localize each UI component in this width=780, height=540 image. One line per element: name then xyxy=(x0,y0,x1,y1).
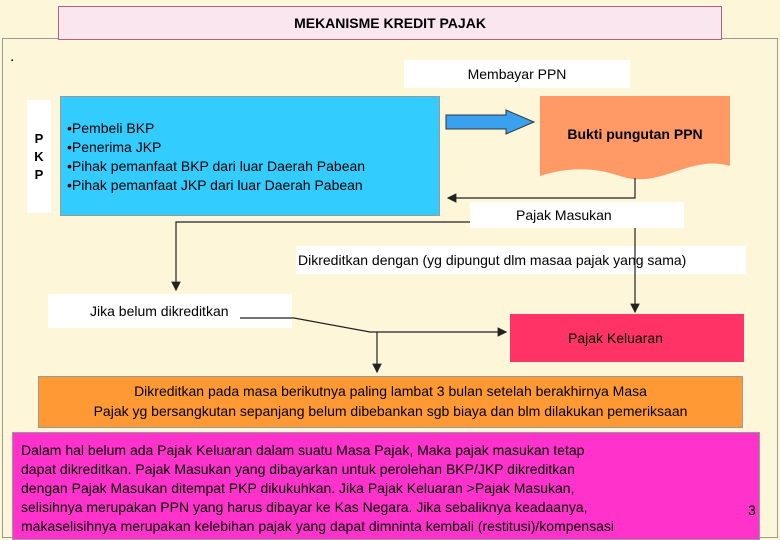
pkp-label xyxy=(27,100,51,213)
pembeli-item: •Pihak pemanfaat JKP dari luar Daerah Pabean xyxy=(67,177,363,193)
pembeli-item: •Penerima JKP xyxy=(67,139,162,155)
pembeli-item: •Pihak pemanfaat BKP dari luar Daerah Pabean xyxy=(67,158,366,174)
jika-belum-label: Jika belum dikreditkan xyxy=(48,294,292,328)
kredit-berikutnya-box xyxy=(38,376,743,428)
pembeli-item: •Pembeli BKP xyxy=(67,120,155,136)
dikreditkan-label: Dikreditkan dengan (yg dipungut dlm masaa pajak yang sama) xyxy=(296,246,746,274)
magenta-line: makaselisihnya merupakan kelebihan pajak yang dapat dimninta kembali (restitusi)/kompensasi xyxy=(21,518,614,534)
pembeli-box xyxy=(60,96,440,216)
page-number: 3 xyxy=(748,502,756,518)
orange-line: Pajak yg bersangkutan sepanjang belum dibebankan sgb biaya dan blm dilakukan pemeriksaan xyxy=(93,403,688,419)
magenta-line: Dalam hal belum ada Pajak Keluaran dalam suatu Masa Pajak, Maka pajak masukan tetap xyxy=(21,442,585,458)
pkp-letter: K xyxy=(34,148,44,164)
magenta-line: dapat dikreditkan. Pajak Masukan yang dibayarkan untuk perolehan BKP/JKP dikreditkan xyxy=(21,461,575,477)
membayar-ppn-label: Membayar PPN xyxy=(404,60,630,88)
pajak-keluaran-box: Pajak Keluaran xyxy=(510,314,744,362)
magenta-line: dengan Pajak Masukan ditempat PKP dikukuhkan. Jika Pajak Keluaran >Pajak Masukan, xyxy=(21,480,575,496)
orange-line: Dikreditkan pada masa berikutnya paling lambat 3 bulan setelah berakhirnya Masa xyxy=(134,383,647,399)
page-title: MEKANISME KREDIT PAJAK xyxy=(58,6,722,40)
pkp-letter: P xyxy=(34,130,44,146)
magenta-line: selisihnya merupakan PPN yang harus dibayar ke Kas Negara. Jika sebaliknya keadaanya, xyxy=(21,499,588,515)
pkp-letter: P xyxy=(34,166,44,182)
pajak-masukan-label: Pajak Masukan xyxy=(470,202,684,228)
bukti-pungutan-label: Bukti pungutan PPN xyxy=(567,126,703,142)
bullet-dot: . xyxy=(10,48,15,65)
penjelasan-box xyxy=(12,432,760,540)
